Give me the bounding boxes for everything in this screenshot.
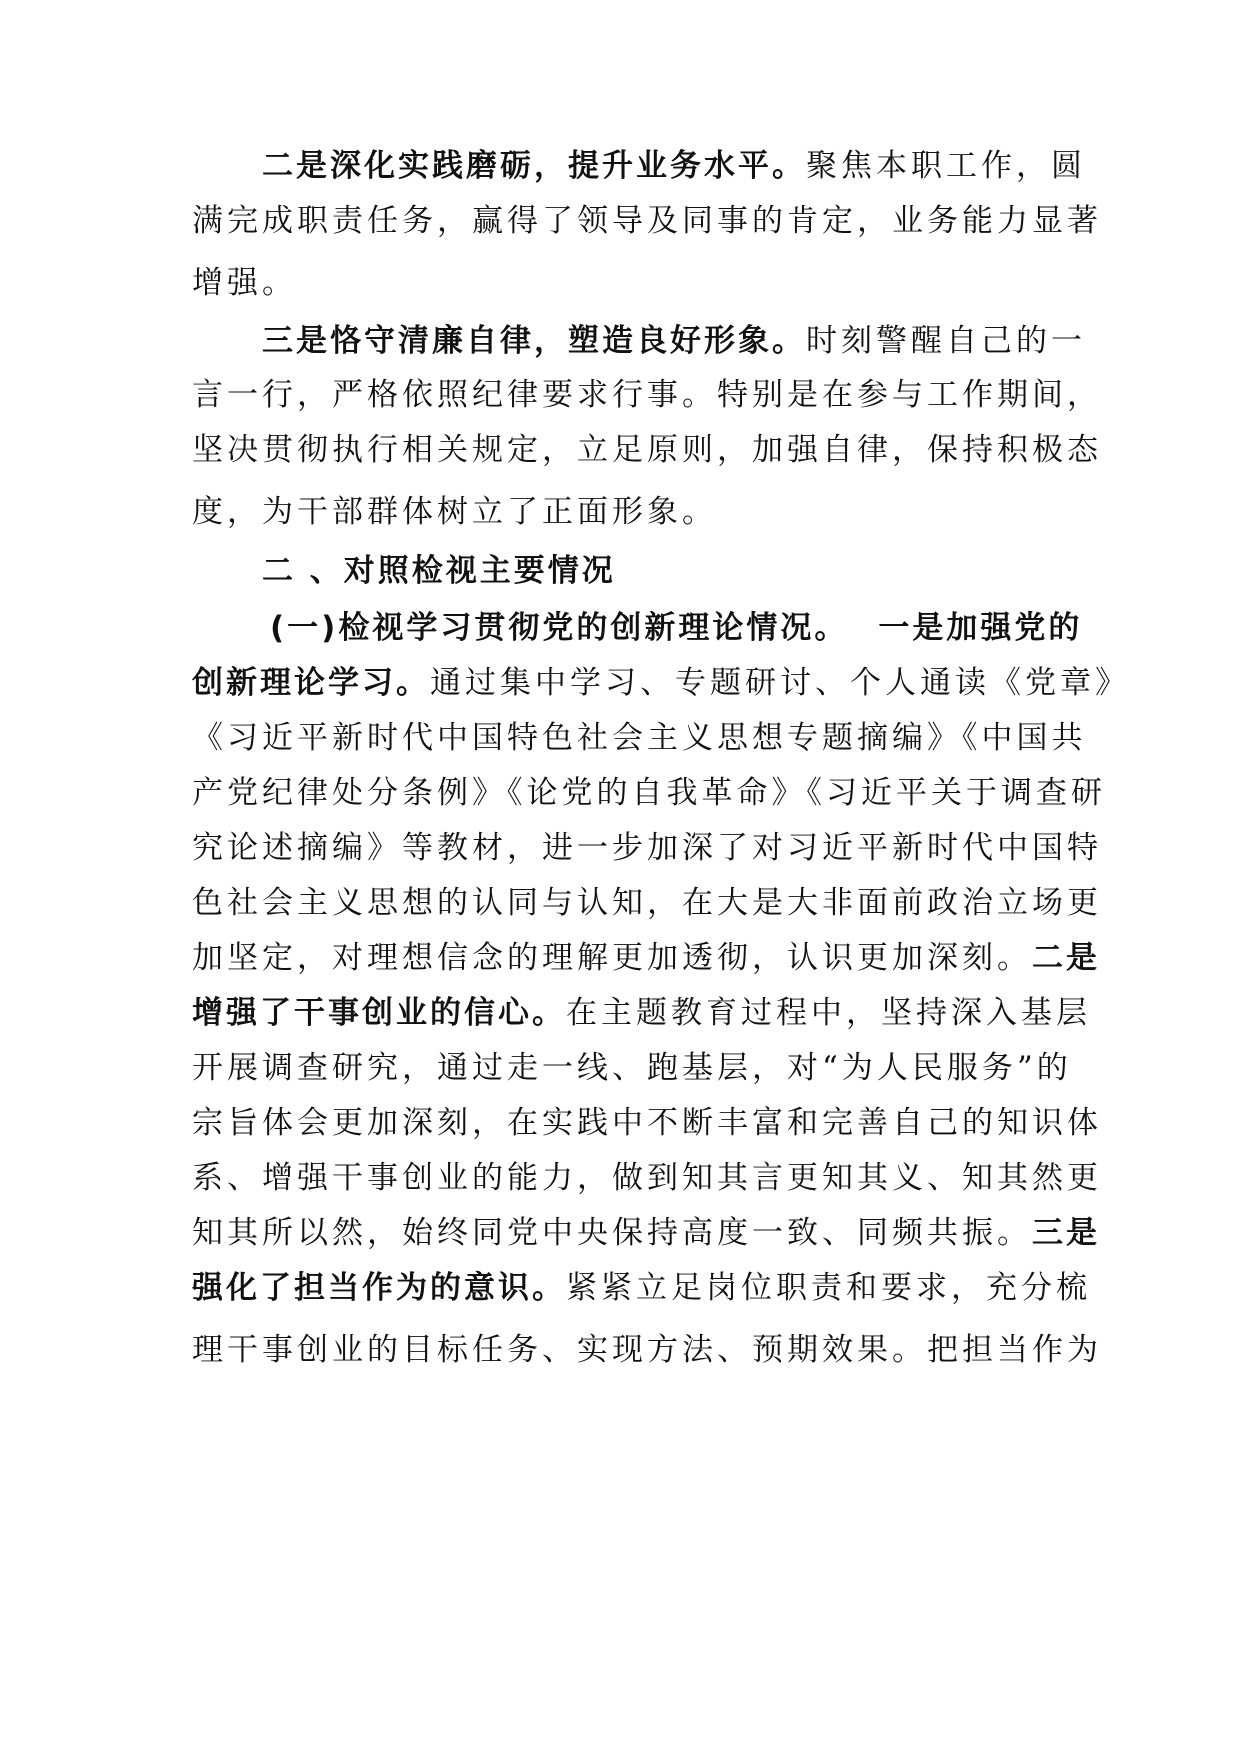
body-text: 满完成职责任务，赢得了领导及同事的肯定，业务能力显著 bbox=[192, 203, 1102, 239]
body-text: 通过集中学习、专题研讨、个人通读《党章》 bbox=[430, 665, 1130, 701]
bold-lead: 二是 bbox=[1032, 940, 1100, 976]
paragraph-line bbox=[192, 1098, 1102, 1148]
paragraph-line bbox=[270, 603, 1083, 653]
paragraph-line bbox=[192, 988, 1091, 1038]
body-text: 度，为干部群体树立了正面形象。 bbox=[192, 494, 717, 530]
body-text: 开展调查研究，通过走一线、跑基层，对“为人民服务”的 bbox=[192, 1050, 1072, 1086]
bold-lead: 一是加强党的 bbox=[878, 610, 1083, 646]
body-text: 知其所以然，始终同党中央保持高度一致、同频共振。 bbox=[192, 1215, 1032, 1251]
paragraph-line bbox=[192, 487, 1052, 537]
bold-subheading: (一)检视学习贯彻党的创新理论情况。 bbox=[270, 610, 849, 646]
body-text: 增强。 bbox=[192, 265, 297, 301]
paragraph-line bbox=[192, 196, 1102, 246]
paragraph-line bbox=[192, 370, 1102, 420]
paragraph-line bbox=[192, 1263, 1091, 1313]
paragraph-line bbox=[192, 1208, 1100, 1258]
body-text: 时刻警醒自己的一 bbox=[806, 323, 1086, 359]
bold-lead: 强化了担当作为的意识。 bbox=[192, 1270, 566, 1306]
body-text: 宗旨体会更加深刻，在实践中不断丰富和完善自己的知识体 bbox=[192, 1105, 1102, 1141]
bold-lead: 三是 bbox=[1032, 1215, 1100, 1251]
section-heading bbox=[262, 546, 1052, 596]
body-text: 系、增强干事创业的能力，做到知其言更知其义、知其然更 bbox=[192, 1160, 1102, 1196]
body-text: 紧紧立足岗位职责和要求，充分梳 bbox=[566, 1270, 1091, 1306]
paragraph-line bbox=[192, 713, 1087, 763]
body-text: 聚焦本职工作，圆 bbox=[806, 148, 1086, 184]
body-text: 坚决贯彻执行相关规定，立足原则，加强自律，保持积极态 bbox=[192, 432, 1102, 468]
body-text: 《习近平新时代中国特色社会主义思想专题摘编》《中国共 bbox=[192, 720, 1087, 756]
body-text: 言一行，严格依照纪律要求行事。特别是在参与工作期间， bbox=[192, 377, 1102, 413]
paragraph-line bbox=[192, 1043, 1072, 1093]
paragraph-line bbox=[192, 1325, 1102, 1375]
paragraph-line bbox=[192, 933, 1100, 983]
paragraph-line bbox=[262, 316, 1086, 366]
paragraph-line bbox=[192, 768, 1106, 818]
paragraph-line bbox=[262, 141, 1086, 191]
paragraph-line bbox=[192, 878, 1102, 928]
body-text: 加坚定，对理想信念的理解更加透彻，认识更加深刻。 bbox=[192, 940, 1032, 976]
body-text: 究论述摘编》等教材，进一步加深了对习近平新时代中国特 bbox=[192, 830, 1102, 866]
body-text: 理干事创业的目标任务、实现方法、预期效果。把担当作为 bbox=[192, 1332, 1102, 1368]
paragraph-line bbox=[192, 1153, 1102, 1203]
bold-lead: 增强了干事创业的信心。 bbox=[192, 995, 566, 1031]
body-text: 色社会主义思想的认同与认知，在大是大非面前政治立场更 bbox=[192, 885, 1102, 921]
paragraph-line bbox=[192, 823, 1102, 873]
bold-lead: 二是深化实践磨砺，提升业务水平。 bbox=[262, 148, 806, 184]
bold-lead: 创新理论学习。 bbox=[192, 665, 430, 701]
heading-text: 二 、对照检视主要情况 bbox=[262, 553, 616, 589]
body-text: 在主题教育过程中，坚持深入基层 bbox=[566, 995, 1091, 1031]
paragraph-line bbox=[192, 658, 1130, 708]
body-text: 产党纪律处分条例》《论党的自我革命》《习近平关于调查研 bbox=[192, 775, 1106, 811]
paragraph-line bbox=[192, 258, 1052, 308]
bold-lead: 三是恪守清廉自律，塑造良好形象。 bbox=[262, 323, 806, 359]
paragraph-line bbox=[192, 425, 1102, 475]
